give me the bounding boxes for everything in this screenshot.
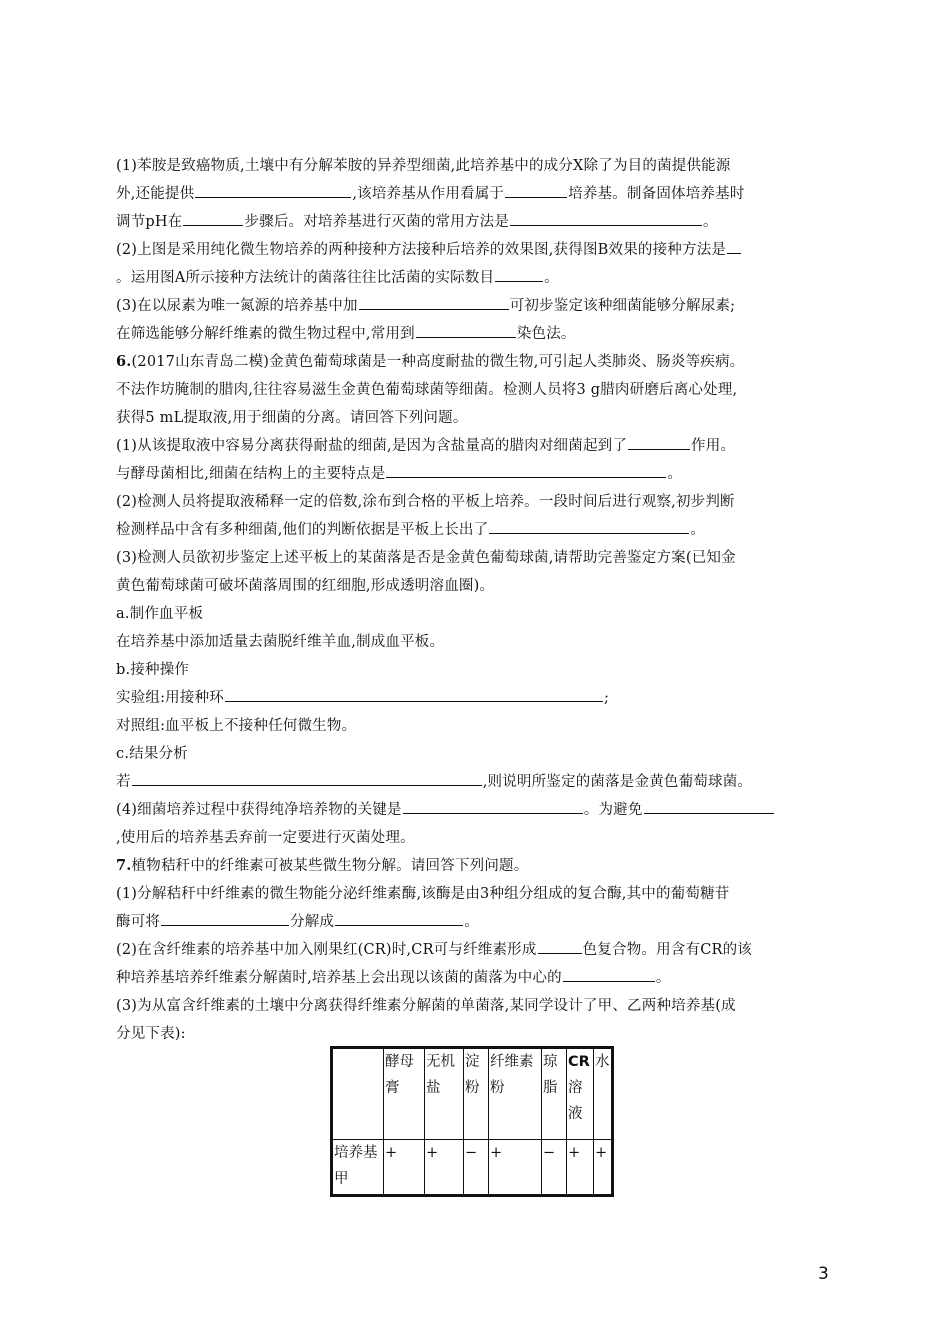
q6-part3-c-title	[116, 740, 836, 768]
text: (2)上图是采用纯化微生物培养的两种接种方法接种后培养的效果图,获得图B效果的接种方法是	[116, 242, 727, 258]
text: b.接种操作	[116, 662, 190, 678]
text: 种培养基培养纤维素分解菌时,培养基上会出现以该菌的菌落为中心的	[116, 970, 562, 986]
text: (2)在含纤维素的培养基中加入刚果红(CR)时,CR可与纤维素形成	[116, 942, 537, 958]
text: ,则说明所鉴定的菌落是金黄色葡萄球菌。	[482, 774, 753, 790]
q6-stem-line1	[116, 348, 836, 376]
answer-blank[interactable]	[727, 236, 741, 254]
text: 外,还能提供	[116, 186, 195, 202]
table-cell: +	[567, 1140, 594, 1196]
answer-blank[interactable]	[183, 208, 243, 226]
q5-part1-line1	[116, 152, 836, 180]
header-line: 膏	[385, 1080, 400, 1096]
text: (1)苯胺是致癌物质,土壤中有分解苯胺的异养型细菌,此培养基中的成分X除了为目的菌提供能源	[116, 158, 731, 174]
q5-part2-line1	[116, 236, 836, 264]
text: (1)从该提取液中容易分离获得耐盐的细菌,是因为含盐量高的腊肉对细菌起到了	[116, 438, 628, 454]
answer-blank[interactable]	[386, 460, 666, 478]
q6-part1-line1	[116, 432, 836, 460]
header-line: 粉	[490, 1080, 505, 1096]
q5-part1-line3	[116, 208, 836, 236]
q6-part3-b-title	[116, 656, 836, 684]
answer-blank[interactable]	[403, 796, 583, 814]
text: 不法作坊腌制的腊肉,往往容易滋生金黄色葡萄球菌等细菌。检测人员将3 g腊肉研磨后离心处理,	[116, 382, 738, 398]
medium-components-table	[330, 1046, 614, 1197]
text: 。	[544, 270, 559, 286]
q6-part3-line1	[116, 544, 836, 572]
text: 。	[667, 466, 683, 482]
table-cell: −	[542, 1140, 567, 1196]
table-cell: +	[425, 1140, 464, 1196]
table-header-cell	[464, 1048, 489, 1140]
text: 可初步鉴定该种细菌能够分解尿素;	[509, 298, 736, 314]
header-line: 琼	[543, 1054, 558, 1070]
text: 若	[116, 774, 131, 790]
table-header-cell	[489, 1048, 542, 1140]
text: (4)细菌培养过程中获得纯净培养物的关键是	[116, 802, 402, 818]
table-header-cell	[332, 1048, 384, 1140]
table-cell: +	[489, 1140, 542, 1196]
table-header-cell	[594, 1048, 613, 1140]
header-line: 水	[595, 1054, 610, 1070]
text: 色复合物。用含有CR的该	[582, 942, 753, 958]
page-number: 3	[818, 1264, 829, 1284]
table-header-cell	[384, 1048, 425, 1140]
table-cell: +	[594, 1140, 613, 1196]
medium-components-table-wrapper	[330, 1046, 614, 1197]
q5-part3-line2	[116, 320, 836, 348]
text: (2017山东青岛二模)金黄色葡萄球菌是一种高度耐盐的微生物,可引起人类肺炎、肠炎等疾病。	[131, 354, 745, 370]
q7-part1-line1	[116, 880, 836, 908]
table-row	[332, 1140, 613, 1196]
answer-blank[interactable]	[132, 768, 482, 786]
q7-part1-line2	[116, 908, 836, 936]
text: 。	[464, 914, 479, 930]
text: (3)在以尿素为唯一氮源的培养基中加	[116, 298, 358, 314]
q6-part3-line2	[116, 572, 836, 600]
question-number: 7.	[116, 857, 132, 874]
table-header-cell	[425, 1048, 464, 1140]
header-line: 粉	[465, 1080, 480, 1096]
q6-part1-line2	[116, 460, 836, 488]
text: 在筛选能够分解纤维素的微生物过程中,常用到	[116, 326, 415, 342]
answer-blank[interactable]	[359, 292, 509, 310]
q6-part4-line1	[116, 796, 836, 824]
text: 实验组:用接种环	[116, 690, 224, 706]
text: 酶可将	[116, 914, 161, 930]
q6-part4-line2	[116, 824, 836, 852]
answer-blank[interactable]	[416, 320, 516, 338]
answer-blank[interactable]	[644, 796, 774, 814]
text: (2)检测人员将提取液稀释一定的倍数,涂布到合格的平板上培养。一段时间后进行观察,初步判断	[116, 494, 735, 510]
text: 培养基。制备固体培养基时	[568, 186, 745, 202]
header-line: 无机	[426, 1054, 455, 1070]
q5-part3-line1	[116, 292, 836, 320]
text: a.制作血平板	[116, 606, 204, 622]
q6-part2-line1	[116, 488, 836, 516]
text: 检测样品中含有多种细菌,他们的判断依据是平板上长出了	[116, 522, 489, 538]
text: c.结果分析	[116, 746, 188, 762]
q6-stem-line3	[116, 404, 836, 432]
header-line: 液	[568, 1106, 583, 1122]
text: 。为避免	[583, 802, 643, 818]
header-line: 溶	[568, 1080, 583, 1096]
row-label-cell	[332, 1140, 384, 1196]
table-header-cell	[542, 1048, 567, 1140]
answer-blank[interactable]	[563, 964, 655, 982]
answer-blank[interactable]	[538, 936, 582, 954]
row-label-line: 培养基	[334, 1145, 378, 1161]
text: ,使用后的培养基丢弃前一定要进行灭菌处理。	[116, 830, 415, 846]
text: (1)分解秸秆中纤维素的微生物能分泌纤维素酶,该酶是由3种组分组成的复合酶,其中的葡萄糖苷	[116, 886, 730, 902]
text: 植物秸秆中的纤维素可被某些微生物分解。请回答下列问题。	[131, 858, 529, 874]
q7-part3-line2	[116, 1020, 836, 1048]
text: 分见下表):	[116, 1026, 186, 1042]
answer-blank[interactable]	[335, 908, 463, 926]
table-cell: −	[464, 1140, 489, 1196]
table-header-row	[332, 1048, 613, 1140]
header-line: 淀	[465, 1054, 480, 1070]
answer-blank[interactable]	[161, 908, 289, 926]
text: 对照组:血平板上不接种任何微生物。	[116, 718, 357, 734]
header-line: 盐	[426, 1080, 441, 1096]
q6-part3-c-text	[116, 768, 836, 796]
answer-blank[interactable]	[195, 180, 351, 198]
header-line: 酵母	[385, 1054, 414, 1070]
text: 。	[655, 970, 671, 986]
answer-blank[interactable]	[510, 208, 702, 226]
text: 作用。	[691, 438, 736, 454]
q7-part2-line2	[116, 964, 836, 992]
answer-blank[interactable]	[505, 180, 567, 198]
text: 获得5 mL提取液,用于细菌的分离。请回答下列问题。	[116, 410, 468, 426]
q7-stem-line1	[116, 852, 836, 880]
table-header-cell	[567, 1048, 594, 1140]
header-line: 纤维素	[490, 1054, 534, 1070]
text: 在培养基中添加适量去菌脱纤维羊血,制成血平板。	[116, 634, 445, 650]
answer-blank[interactable]	[495, 264, 543, 282]
row-label-line: 甲	[334, 1171, 349, 1187]
header-line: CR	[568, 1054, 590, 1070]
text: (3)检测人员欲初步鉴定上述平板上的某菌落是否是金黄色葡萄球菌,请帮助完善鉴定方案(已知金	[116, 550, 736, 566]
q5-part2-line2	[116, 264, 836, 292]
text: ;	[604, 690, 610, 706]
q6-part3-a-text	[116, 628, 836, 656]
table-cell: +	[384, 1140, 425, 1196]
q7-part2-line1	[116, 936, 836, 964]
q5-part1-line2	[116, 180, 836, 208]
q6-part3-b-ctrl	[116, 712, 836, 740]
header-line: 脂	[543, 1080, 558, 1096]
text: 染色法。	[516, 326, 576, 342]
text: 调节pH在	[116, 214, 183, 230]
q6-part3-a-title	[116, 600, 836, 628]
text: ,该培养基从作用看属于	[352, 186, 505, 202]
question-content	[116, 152, 836, 1048]
q6-stem-line2	[116, 376, 836, 404]
q6-part2-line2	[116, 516, 836, 544]
q7-part3-line1	[116, 992, 836, 1020]
text: 步骤后。对培养基进行灭菌的常用方法是	[244, 214, 510, 230]
text: 。运用图A所示接种方法统计的菌落往往比活菌的实际数目	[116, 270, 495, 286]
answer-blank[interactable]	[225, 684, 603, 702]
text: (3)为从富含纤维素的土壤中分离获得纤维素分解菌的单菌落,某同学设计了甲、乙两种培养基(成	[116, 998, 736, 1014]
text: 黄色葡萄球菌可破坏菌落周围的红细胞,形成透明溶血圈)。	[116, 578, 495, 594]
q6-part3-b-exp	[116, 684, 836, 712]
text: 分解成	[290, 914, 335, 930]
question-number: 6.	[116, 353, 132, 370]
answer-blank[interactable]	[489, 516, 689, 534]
text: 。	[690, 522, 706, 538]
text: 。	[703, 214, 718, 230]
text: 与酵母菌相比,细菌在结构上的主要特点是	[116, 466, 386, 482]
answer-blank[interactable]	[628, 432, 690, 450]
